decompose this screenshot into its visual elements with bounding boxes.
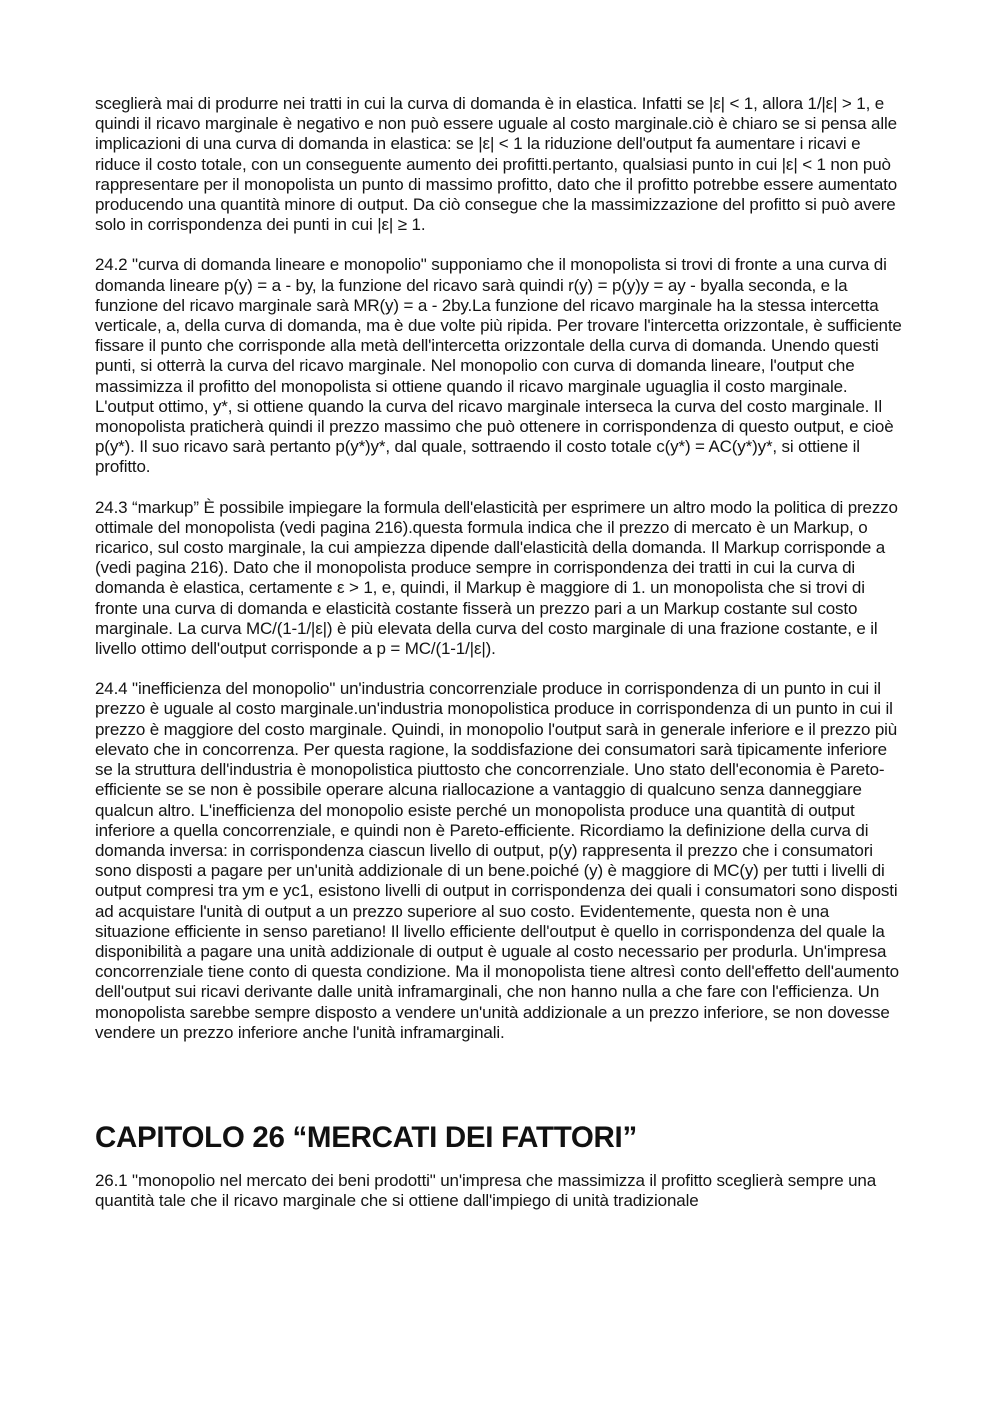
paragraph-gap	[95, 659, 907, 679]
document-page	[95, 94, 907, 1211]
paragraph-24-4-inefficiency: 24.4 "inefficienza del monopolio" un'industria concorrenziale produce in corrispondenza di un punto in cui il prezzo è uguale al costo marginale.un'industria monopolistica produce in corrispondenza di un punto in cui il prezzo è maggiore del costo marginale. Quindi, in monopolio l'output sarà in generale inferiore e il prezzo più elevato che in concorrenza. Per questa ragione, la soddisfazione dei consumatori sarà tipicamente inferiore se la struttura dell'industria è monopolistica piuttosto che concorrenziale. Uno stato dell'economia è Pareto-efficiente se se non è possibile operare alcuna riallocazione a vantaggio di qualcuno senza danneggiare qualcun altro. L'inefficienza del monopolio esiste perché un monopolista produce una quantità di output inferiore a quella concorrenziale, e quindi non è Pareto-efficiente. Ricordiamo la definizione della curva di domanda inversa: in corrispondenza ciascun livello di output, p(y) rappresenta il prezzo che i consumatori sono disposti a pagare per un'unità addizionale di un bene.poiché (y) è maggiore di MC(y) per tutti i livelli di output compresi tra ym e yc1, esistono livelli di output in corrispondenza dei quali i consumatori sono disposti ad acquistare l'unità di output a un prezzo superiore al suo costo. Evidentemente, questa non è una situazione efficiente in senso paretiano! Il livello efficiente dell'output è quello in corrispondenza del quale la disponibilità a pagare una unità addizionale di output è uguale al costo necessario per produrla. Un'impresa concorrenziale tiene conto di questa condizione. Ma il monopolista tiene altresì conto dell'effetto dell'aumento dell'output sui ricavi derivante dalle unità inframarginali, che non hanno nulla a che fare con l'efficienza. Un monopolista sarebbe sempre disposto a vendere un'unità addizionale a un prezzo inferiore, se non dovesse vendere un prezzo inferiore anche l'unità inframarginali.	[95, 679, 899, 1042]
section-gap	[95, 1043, 907, 1121]
paragraph-24-2-linear-demand: 24.2 "curva di domanda lineare e monopolio" supponiamo che il monopolista si trovi di fronte a una curva di domanda lineare p(y) = a - by, la funzione del ricavo sarà quindi r(y) = p(y)y = ay - byalla seconda, e la funzione del ricavo marginale sarà MR(y) = a - 2by.La funzione del ricavo marginale ha la stessa intercetta verticale, a, della curva di domanda, ma è due volte più ripida. Per trovare l'intercetta orizzontale, è sufficiente fissare il punto che corrisponde alla metà dell'intercetta orizzontale della curva di domanda. Unendo questi punti, si otterrà la curva del ricavo marginale. Nel monopolio con curva di domanda lineare, l'output che massimizza il profitto del monopolista si ottiene quando il ricavo marginale uguaglia il costo marginale. L'output ottimo, y*, si ottiene quando la curva del ricavo marginale interseca la curva del costo marginale. Il monopolista praticherà quindi il prezzo massimo che può ottenere in corrispondenza di questo output, e cioè p(y*). Il suo ricavo sarà pertanto p(y*)y*, dal quale, sottraendo il costo totale c(y*) = AC(y*)y*, si ottiene il profitto.	[95, 255, 902, 477]
paragraph-26-1-monopoly: 26.1 "monopolio nel mercato dei beni prodotti" un'impresa che massimizza il profitto sceglierà sempre una quantità tale che il ricavo marginale che si ottiene dall'impiego di unità tradizionale	[95, 1170, 877, 1211]
chapter-heading: CAPITOLO 26 “MERCATI DEI FATTORI”	[95, 1120, 637, 1154]
heading-gap	[95, 1155, 907, 1171]
paragraph-gap	[95, 235, 907, 255]
paragraph-elasticity: sceglierà mai di produrre nei tratti in cui la curva di domanda è in elastica. Infatti se |ε| < 1, allora 1/|ε| > 1, e quindi il ricavo marginale è negativo e non può essere uguale al costo marginale.ciò è chiaro se si pensa alle implicazioni di una curva di domanda in elastica: se |ε| < 1 la riduzione dell'output fa aumentare i ricavi e riduce il costo totale, con un conseguente aumento dei profitti.pertanto, qualsiasi punto in cui |ε| < 1 non può rappresentare per il monopolista un punto di massimo profitto, dato che il profitto potrebbe essere aumentato producendo una quantità minore di output. Da ciò consegue che la massimizzazione del profitto si può avere solo in corrispondenza dei punti in cui |ε| ≥ 1.	[95, 94, 898, 235]
paragraph-24-3-markup: 24.3 “markup” È possibile impiegare la formula dell'elasticità per esprimere un altro modo la politica di prezzo ottimale del monopolista (vedi pagina 216).questa formula indica che il prezzo di mercato è un Markup, o ricarico, sul costo marginale, la cui ampiezza dipende dall'elasticità della domanda. Il Markup corrisponde a (vedi pagina 216). Dato che il monopolista produce sempre in corrispondenza dei tratti in cui la curva di domanda è elastica, certamente ε > 1, e, quindi, il Markup è maggiore di 1. un monopolista che si trovi di fronte una curva di domanda e elasticità costante fisserà un prezzo pari a un Markup costante sul costo marginale. La curva MC/(1-1/|ε|) è più elevata della curva del costo marginale di una frazione costante, e il livello ottimo dell'output corrisponde a p = MC/(1-1/|ε|).	[95, 497, 898, 659]
paragraph-gap	[95, 478, 907, 498]
